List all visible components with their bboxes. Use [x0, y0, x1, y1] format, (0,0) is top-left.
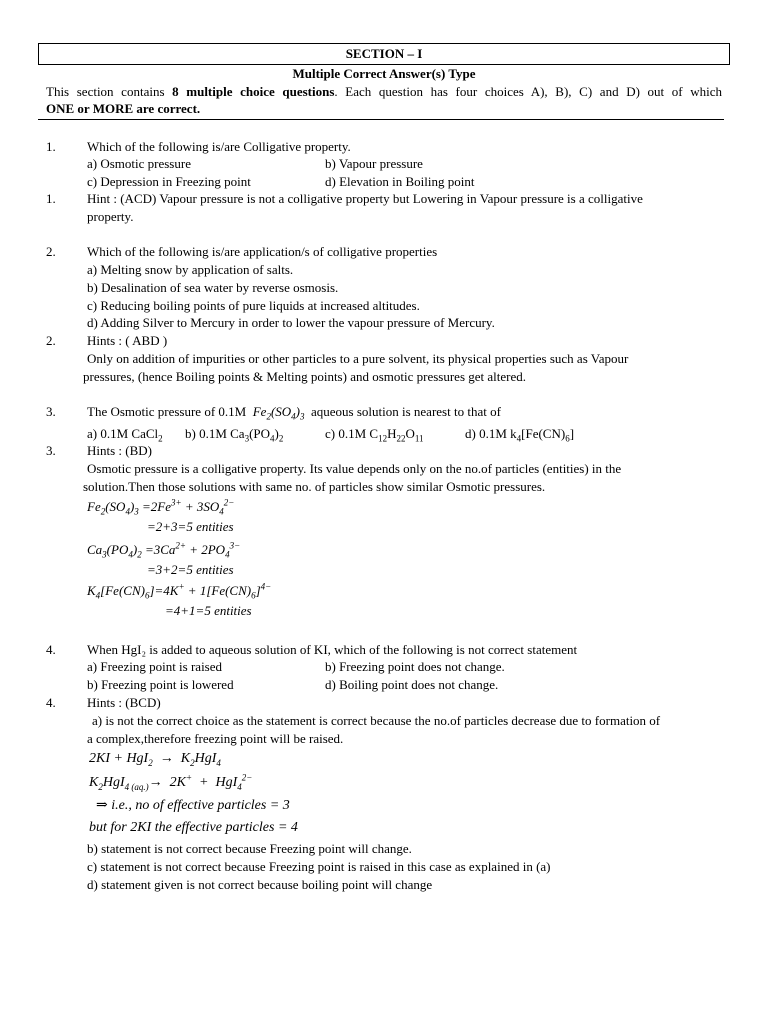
q3-option-b-text: b) 0.1M Ca — [185, 426, 245, 441]
q4-equation-2: $K_2HgI_{4 (aq.)}\to 2K^+ + HgI_4^{2-}$ — [89, 772, 253, 792]
q4-explanation-d: d) statement given is not correct because boiling point will change — [87, 877, 433, 892]
q4-hint-line1: a) is not the correct choice as the statement is correct because the no.of particles decrease due to formation of — [92, 713, 661, 728]
q3-text — [87, 403, 501, 420]
q1-hint-number: 1. — [46, 191, 56, 206]
q2-number: 2. — [46, 244, 56, 259]
q1-hint-line2: property. — [87, 209, 134, 224]
divider — [38, 119, 724, 120]
q4-option-c: b) Freezing point is lowered — [87, 677, 234, 692]
q2-option-d: d) Adding Silver to Mercury in order to lower the vapour pressure of Mercury. — [87, 315, 495, 330]
q4-option-b: b) Freezing point does not change. — [325, 659, 505, 674]
q2-option-b: b) Desalination of sea water by reverse osmosis. — [87, 280, 339, 295]
q3-equation-1: $Fe_2(SO_4)_3 =2Fe^{3+} + 3SO_4^{2-}$ — [87, 497, 235, 517]
q2-hint-line2: pressures, (hence Boiling points & Melting points) and osmotic pressures get altered. — [83, 369, 526, 384]
q3-equation-2: $Ca_3(PO_4)_2 =3Ca^{2+} + 2PO_4^{3-}$ — [87, 540, 241, 560]
q2-option-c: c) Reducing boiling points of pure liquids at increased altitudes. — [87, 298, 420, 313]
q4-number: 4. — [46, 642, 56, 657]
q4-equation-4: but for 2KI the effective particles = 4 — [89, 820, 298, 835]
q1-option-d: d) Elevation in Boiling point — [325, 174, 475, 189]
q3-option-d: d) 0.1M $k_4[Fe(CN)_6]$ — [465, 426, 575, 444]
q4-hint-number: 4. — [46, 695, 56, 710]
q4-option-a: a) Freezing point is raised — [87, 659, 223, 674]
q1-hint-line1: Hint : (ACD) Vapour pressure is not a colligative property but Lowering in Vapour pressure is a colligative — [87, 191, 643, 206]
q3-hint-label: Hints : (BD) — [87, 443, 152, 458]
q3-hint-line2: solution.Then those solutions with same no. of particles show similar Osmotic pressures. — [83, 479, 546, 494]
q4-hint-line2: a complex,therefore freezing point will be raised. — [87, 731, 344, 746]
q3-option-a-text: a) 0.1M CaCl — [87, 426, 159, 441]
q2-hint-line1: Only on addition of impurities or other particles to a pure solvent, its physical properties such as Vapour — [87, 351, 629, 366]
intro-text: This section contains — [46, 84, 173, 99]
q1-text: Which of the following is/are Colligative property. — [87, 139, 351, 154]
intro-line2: ONE or MORE are correct. — [46, 101, 201, 116]
q2-hint-label: Hints : ( ABD ) — [87, 333, 168, 348]
q3-text-end: aqueous solution is nearest to that of — [311, 404, 501, 419]
q2-option-a: a) Melting snow by application of salts. — [87, 262, 294, 277]
q3-option-d-text: d) 0.1M k — [465, 426, 517, 441]
q4-explanation-b: b) statement is not correct because Freezing point will change. — [87, 841, 412, 856]
q3-formula: $Fe_2(SO_4)_3$ — [249, 404, 305, 422]
q4-text: When HgI₂ is added to aqueous solution of KI, which of the following is not correct statement — [87, 642, 578, 657]
q2-text: Which of the following is/are application/s of colligative properties — [87, 244, 438, 259]
intro-bold: 8 multiple choice questions — [172, 84, 335, 99]
q3-option-b: b) 0.1M $Ca_3(PO_4)_2$ — [185, 426, 284, 444]
q4-explanation-c: c) statement is not correct because Freezing point is raised in this case as explained in (a) — [87, 859, 551, 874]
q4-option-d: d) Boiling point does not change. — [325, 677, 499, 692]
q4-equation-3: ⇒ i.e., no of effective particles = 3 — [96, 798, 290, 813]
q3-option-c: c) 0.1M $C_{12}H_{22}O_{11}$ — [325, 426, 424, 444]
intro-text-end: . Each question has four choices A), B), C) and D) out of which — [334, 84, 722, 99]
q3-equation-3: $K_4[Fe(CN)_6]=4K^+ + 1[Fe(CN)_6]^{4-}$ — [87, 581, 272, 601]
q1-option-a: a) Osmotic pressure — [87, 156, 191, 171]
q3-text-start: The Osmotic pressure of 0.1M — [87, 404, 247, 419]
q3-option-a: a) 0.1M CaCl$_2$ — [87, 426, 163, 444]
q1-option-b: b) Vapour pressure — [325, 156, 423, 171]
q3-equation-2-sum: =3+2=5 entities — [147, 562, 234, 577]
q2-hint-number: 2. — [46, 333, 56, 348]
q3-equation-1-sum: =2+3=5 entities — [147, 519, 234, 534]
q3-option-c-text: c) 0.1M C — [325, 426, 379, 441]
section-subtitle: Multiple Correct Answer(s) Type — [292, 66, 476, 81]
q3-number: 3. — [46, 404, 56, 419]
q4-hint-label: Hints : (BCD) — [87, 695, 161, 710]
q1-number: 1. — [46, 139, 56, 154]
section-title: SECTION – I — [38, 43, 730, 65]
q4-equation-1: $2KI + HgI_2 \to K_2HgI_4$ — [89, 751, 221, 768]
q3-hint-number: 3. — [46, 443, 56, 458]
q3-hint-line1: Osmotic pressure is a colligative property. Its value depends only on the no.of particles (entities) in the — [87, 461, 622, 476]
q3-equation-3-sum: =4+1=5 entities — [165, 603, 252, 618]
q1-option-c: c) Depression in Freezing point — [87, 174, 251, 189]
section-intro — [46, 83, 722, 100]
